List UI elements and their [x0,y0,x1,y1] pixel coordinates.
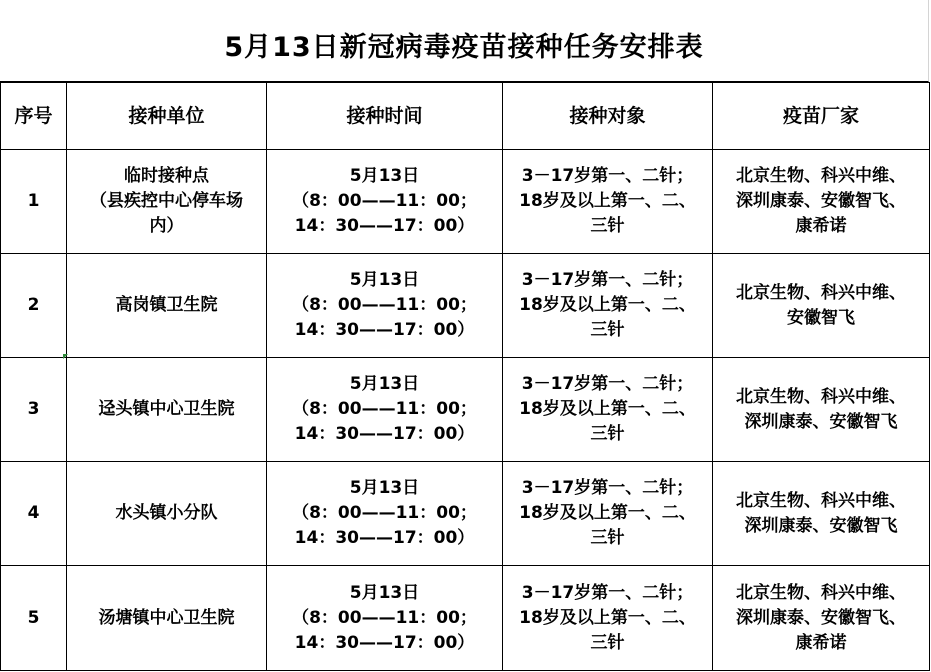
table-row [1,462,930,566]
cell-text-line: 高岗镇卫生院 [115,295,218,315]
cell-text-line: 三针 [590,320,625,340]
cell-text-line: （8：00——11：00； [292,607,477,628]
header-index[interactable]: 序号 [1,83,67,150]
cell-text-line: （8：00——11：00； [292,503,477,523]
cell-index[interactable]: 2 [1,254,67,358]
cell-text-line: （8：00——11：00； [292,399,477,419]
cell-target[interactable] [503,566,713,671]
cell-vendor[interactable] [713,566,930,671]
cell-text-line: （8：00——11：00； [292,295,477,315]
cell-text-line: 18岁及以上第一、二、 [519,503,696,523]
header-site[interactable]: 接种单位 [67,83,267,150]
cell-text-line: 深圳康泰、安徽智飞 [744,515,898,536]
cell-text-line: 5月13日 [349,166,420,186]
cell-text-line: 安徽智飞 [787,307,855,328]
cell-text-line: 北京生物、科兴中维、 [736,582,906,603]
cell-time[interactable] [267,150,503,254]
table-row [1,358,930,462]
cell-text-line: 三针 [590,216,625,236]
header-time[interactable]: 接种时间 [267,83,503,150]
cell-text-line: 14：30——17：00） [294,320,475,340]
cell-comment-marker [63,354,68,359]
cell-site[interactable] [67,566,267,671]
cell-text-line: 5月13日 [349,478,420,498]
cell-text-line: 3－17岁第一、二针； [521,166,694,186]
cell-vendor[interactable] [713,150,930,254]
table-header-row [1,83,930,150]
table-row [1,254,930,358]
title-cell[interactable] [0,0,929,82]
cell-text-line: 18岁及以上第一、二、 [519,399,696,419]
cell-index[interactable]: 1 [1,150,67,254]
cell-text-line: 北京生物、科兴中维、 [736,282,906,303]
cell-target[interactable] [503,358,713,462]
cell-target[interactable] [503,254,713,358]
cell-index[interactable]: 5 [1,566,67,671]
cell-text-line: 深圳康泰、安徽智飞 [744,411,898,432]
cell-index[interactable]: 3 [1,358,67,462]
cell-site[interactable] [67,462,267,566]
cell-text-line: 深圳康泰、安徽智飞、 [736,607,906,628]
cell-text-line: 康希诺 [795,632,847,653]
cell-text-line: 迳头镇中心卫生院 [98,399,235,419]
cell-text-line: 18岁及以上第一、二、 [519,295,696,315]
cell-text-line: 5月13日 [349,374,420,394]
page-title: 5月13日新冠病毒疫苗接种任务安排表 [224,32,704,63]
cell-time[interactable] [267,254,503,358]
cell-text-line: 5月13日 [349,270,420,290]
header-target[interactable]: 接种对象 [503,83,713,150]
cell-time[interactable] [267,566,503,671]
table-row [1,150,930,254]
cell-text-line: 14：30——17：00） [294,424,475,444]
cell-text-line: 3－17岁第一、二针； [521,270,694,290]
cell-text-line: 内） [149,216,184,236]
cell-text-line: （县疾控中心停车场 [90,191,243,211]
cell-site[interactable] [67,150,267,254]
cell-text-line: 3－17岁第一、二针； [521,582,694,603]
cell-text-line: 14：30——17：00） [294,528,475,548]
cell-text-line: （8：00——11：00； [292,191,477,211]
schedule-table [0,82,930,671]
cell-vendor[interactable] [713,358,930,462]
cell-text-line: 三针 [590,632,625,653]
cell-text-line: 3－17岁第一、二针； [521,478,694,498]
cell-text-line: 3－17岁第一、二针； [521,374,694,394]
cell-text-line: 14：30——17：00） [294,216,475,236]
cell-target[interactable] [503,462,713,566]
cell-text-line: 北京生物、科兴中维、 [736,490,906,511]
cell-text-line: 18岁及以上第一、二、 [519,607,696,628]
cell-text-line: 14：30——17：00） [294,632,475,653]
table-row [1,566,930,671]
cell-vendor[interactable] [713,254,930,358]
cell-site[interactable] [67,358,267,462]
header-vendor[interactable]: 疫苗厂家 [713,83,930,150]
cell-site[interactable] [67,254,267,358]
cell-vendor[interactable] [713,462,930,566]
cell-text-line: 5月13日 [349,582,420,603]
cell-text-line: 北京生物、科兴中维、 [736,166,906,186]
cell-time[interactable] [267,358,503,462]
cell-text-line: 汤塘镇中心卫生院 [98,607,235,628]
cell-target[interactable] [503,150,713,254]
cell-text-line: 三针 [590,424,625,444]
cell-text-line: 深圳康泰、安徽智飞、 [736,191,906,211]
cell-text-line: 临时接种点 [124,166,209,186]
cell-text-line: 三针 [590,528,625,548]
cell-text-line: 北京生物、科兴中维、 [736,386,906,407]
cell-text-line: 18岁及以上第一、二、 [519,191,696,211]
cell-text-line: 水头镇小分队 [115,503,218,523]
cell-index[interactable]: 4 [1,462,67,566]
cell-text-line: 康希诺 [795,216,847,236]
cell-time[interactable] [267,462,503,566]
